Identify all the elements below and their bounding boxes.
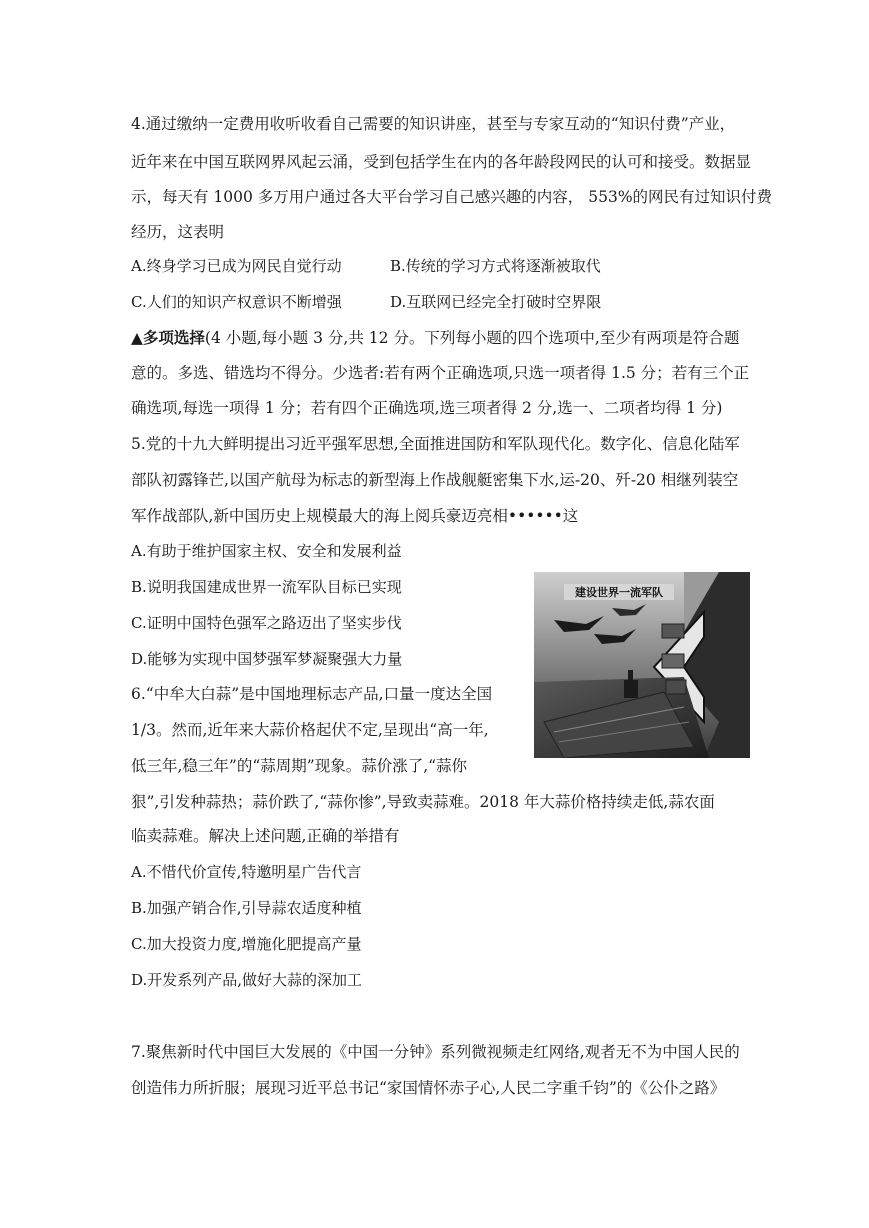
q6-stem-line-5: 临卖蒜难。解决上述问题,正确的举措有 bbox=[131, 827, 400, 845]
q6-stem-line-3: 低三年,稳三年”的“蒜周期”现象。蒜价涨了,“蒜你 bbox=[131, 757, 468, 775]
section-instructions-text: (4 小题,每小题 3 分,共 12 分。下列每小题的四个选项中,至少有两项是符合题 bbox=[204, 329, 740, 347]
q7-stem-line-1: 7.聚焦新时代中国巨大发展的《中国一分钟》系列微视频走红网络,观者无不为中国人民的 bbox=[131, 1043, 740, 1061]
q4-stem-line-4: 经历，这表明 bbox=[131, 223, 225, 241]
q6-option-a: A.不惜代价宣传,特邀明星广告代言 bbox=[131, 863, 362, 881]
q5-option-c: C.证明中国特色强军之路迈出了坚实步伐 bbox=[131, 614, 402, 632]
q4-stem-line-2: 近年来在中国互联网界风起云涌，受到包括学生在内的各年龄段网民的认可和接受。数据显 bbox=[131, 153, 752, 171]
q5-stem-line-1: 5.党的十九大鲜明提出习近平强军思想,全面推进国防和军队现代化。数字化、信息化陆军 bbox=[131, 435, 740, 453]
q4-option-c: C.人们的知识产权意识不断增强 bbox=[131, 293, 342, 311]
q6-stem-line-2: 1/3。然而,近年来大蒜价格起伏不定,呈现出“高一年, bbox=[131, 721, 489, 739]
q5-option-d: D.能够为实现中国梦强军梦凝聚强大力量 bbox=[131, 650, 403, 668]
q4-stem-line-3: 示，每天有 1000 多万用户通过各大平台学习自己感兴趣的内容， 553%的网民有过知识付费 bbox=[131, 188, 773, 206]
q6-option-b: B.加强产销合作,引导蒜农适度种植 bbox=[131, 899, 362, 917]
q4-stem-line-1: 4.通过缴纳一定费用收听收看自己需要的知识讲座，甚至与专家互动的“知识付费”产业， bbox=[131, 115, 736, 133]
q7-stem-line-2: 创造伟力所折服；展现习近平总书记“家国情怀赤子心,人民二字重千钧”的《公仆之路》 bbox=[131, 1079, 726, 1097]
section-marker: ▲多项选择 bbox=[131, 328, 205, 347]
q5-option-a: A.有助于维护国家主权、安全和发展利益 bbox=[131, 542, 402, 560]
q6-stem-line-4: 狠”,引发种蒜热；蒜价跌了,“蒜你惨”,导致卖蒜难。2018 年大蒜价格持续走低,蒜农面 bbox=[131, 793, 715, 811]
poster-caption: 建设世界一流军队 bbox=[575, 586, 663, 599]
q5-option-b: B.说明我国建成世界一流军队目标已实现 bbox=[131, 578, 402, 596]
q6-stem-line-1: 6.“中牟大白蒜”是中国地理标志产品,口量一度达全国 bbox=[131, 685, 493, 703]
q4-option-a: A.终身学习已成为网民自觉行动 bbox=[131, 257, 342, 275]
q4-option-b: B.传统的学习方式将逐渐被取代 bbox=[390, 257, 601, 275]
section-instructions-line-3: 确选项,每选一项得 1 分；若有四个正确选项,选三项者得 2 分,选一、二项者均得 1 分) bbox=[131, 399, 723, 417]
q6-option-c: C.加大投资力度,增施化肥提高产量 bbox=[131, 935, 362, 953]
q5-stem-line-3: 军作战部队,新中国历史上规模最大的海上阅兵豪迈亮相••••••这 bbox=[131, 507, 579, 525]
section-instructions-line-2: 意的。多选、错选均不得分。少选者:若有两个正确选项,只选一项者得 1.5 分；若有三个正 bbox=[131, 364, 750, 382]
military-poster-image bbox=[534, 572, 750, 758]
section-instructions-line-1 bbox=[131, 328, 739, 348]
q4-option-d: D.互联网已经完全打破时空界限 bbox=[390, 293, 602, 311]
q5-stem-line-2: 部队初露锋芒,以国产航母为标志的新型海上作战舰艇密集下水,运-20、歼-20 相继列装空 bbox=[131, 471, 739, 489]
q6-option-d: D.开发系列产品,做好大蒜的深加工 bbox=[131, 971, 363, 989]
